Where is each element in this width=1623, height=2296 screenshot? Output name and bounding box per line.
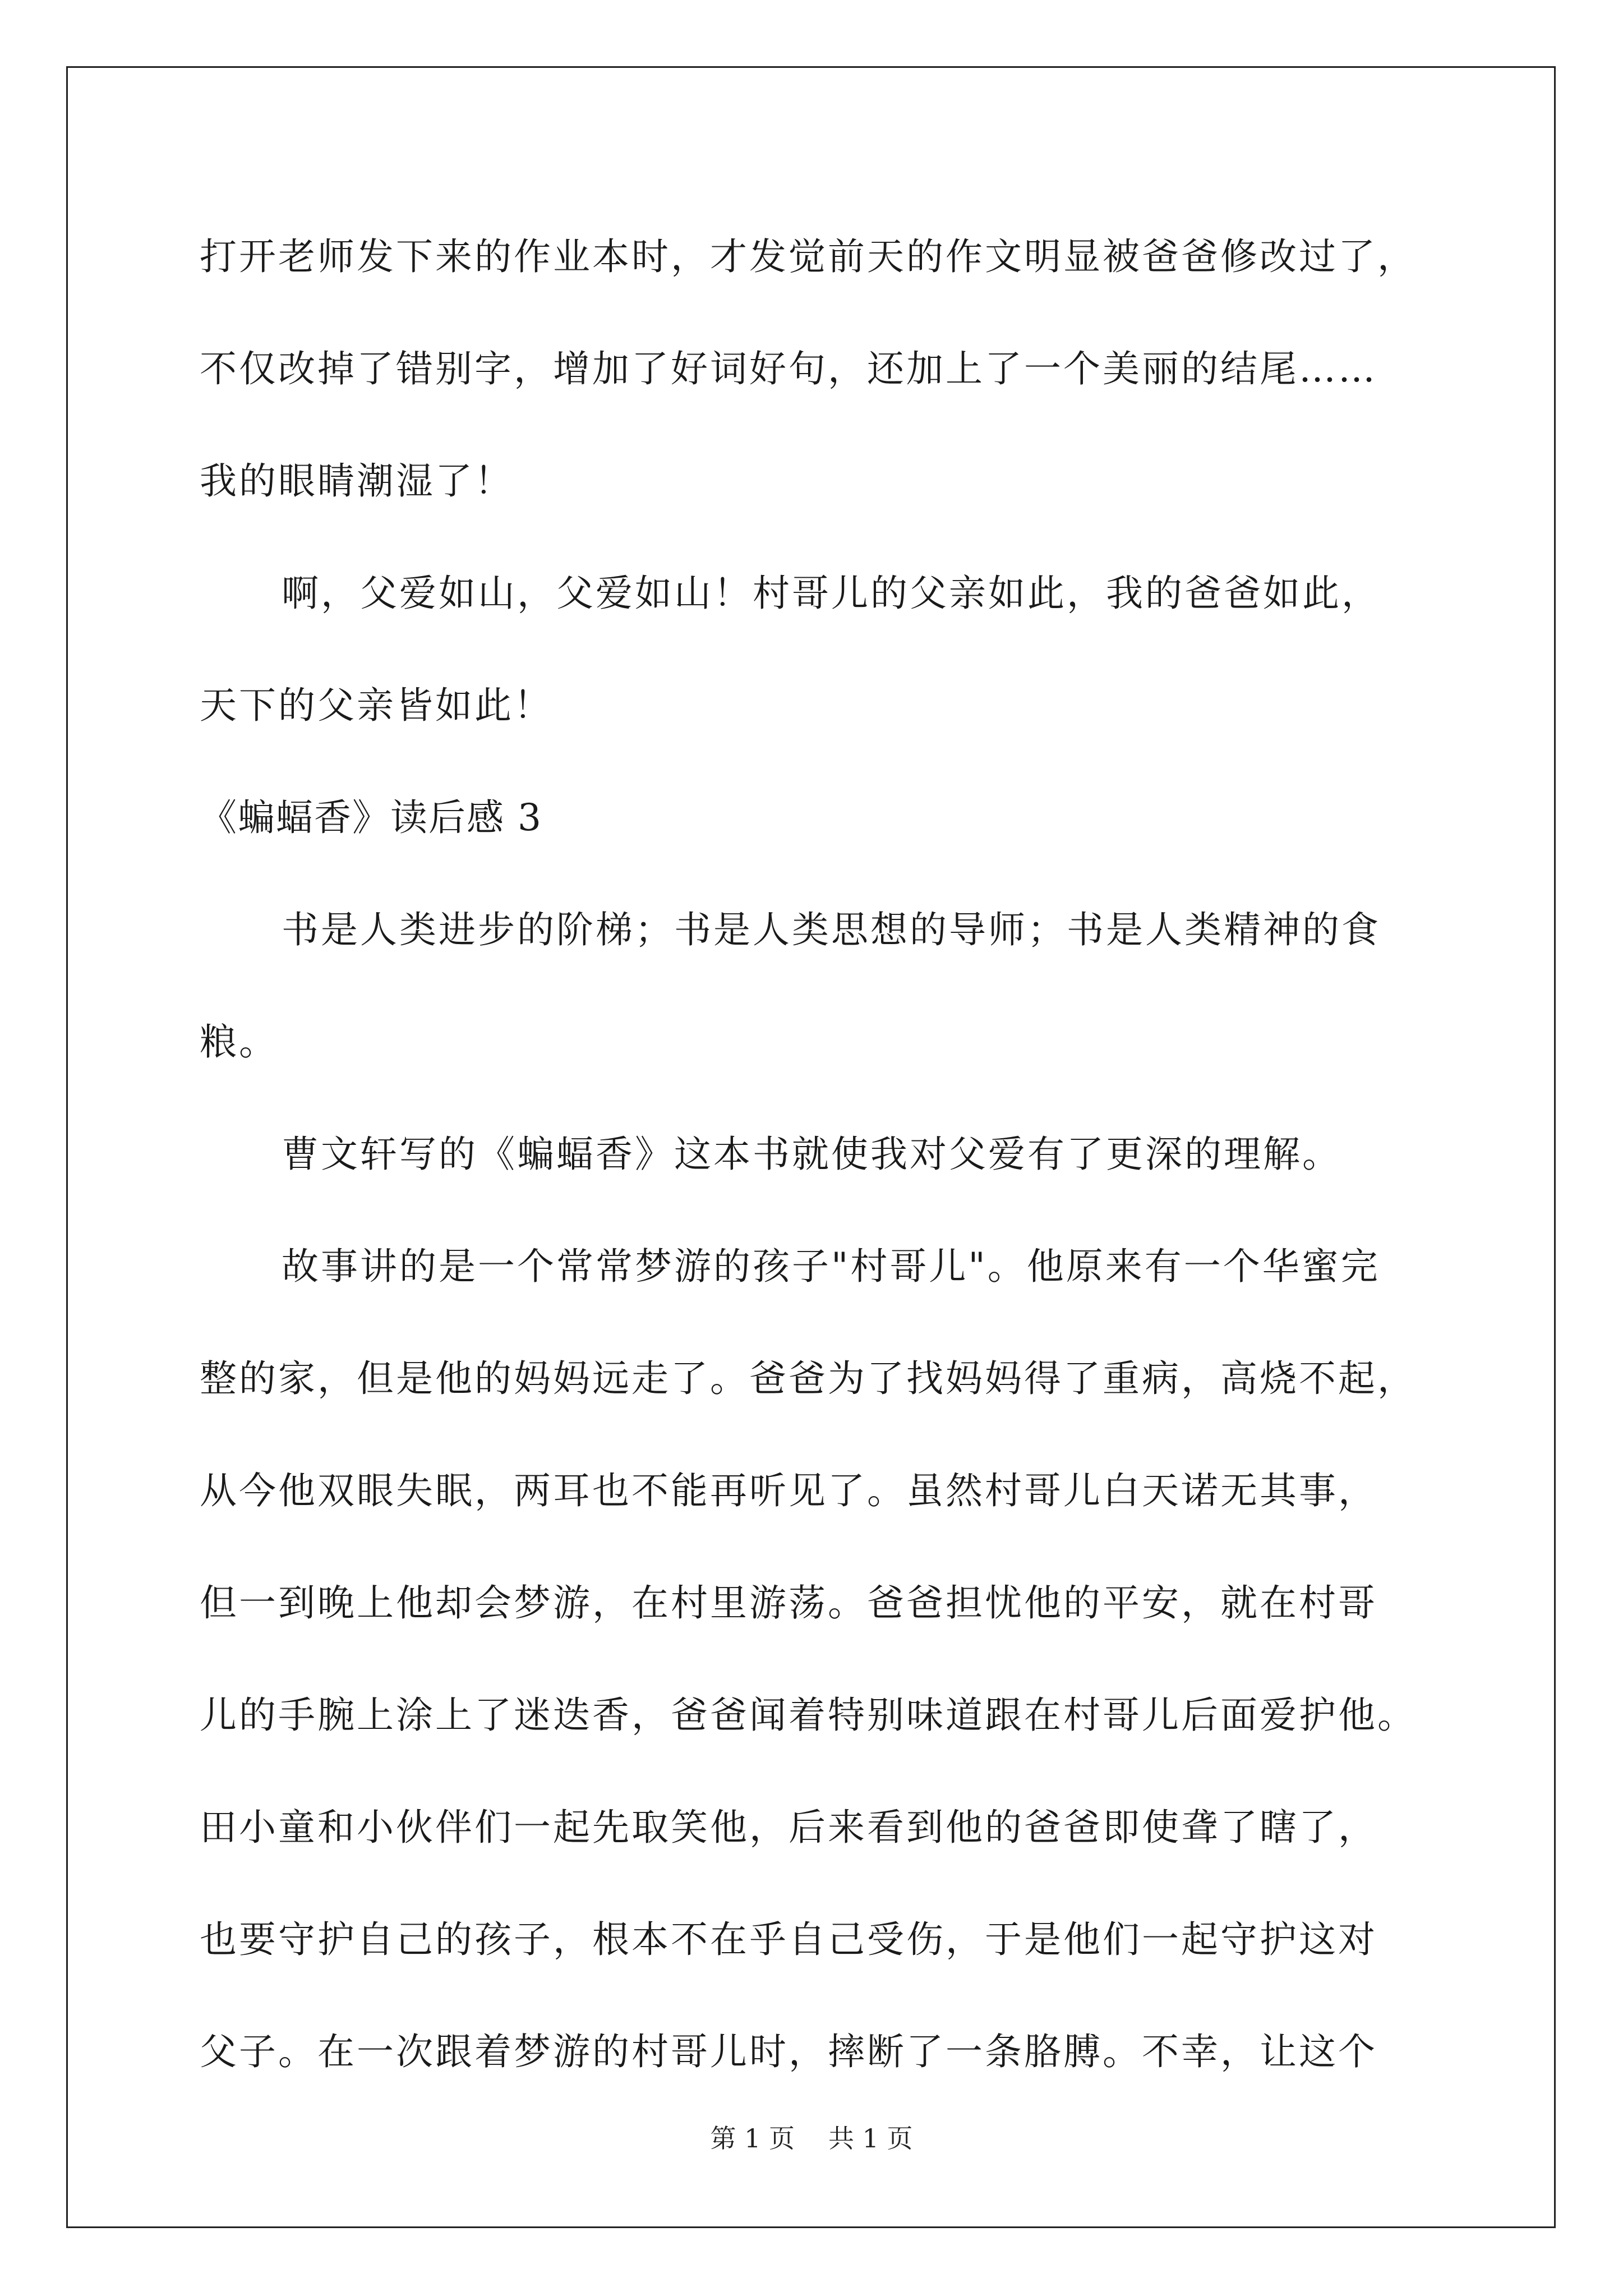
text-line: 打开老师发下来的作业本时，才发觉前天的作文明显被爸爸修改过了， xyxy=(200,235,1417,278)
text-line: 天下的父亲皆如此！ xyxy=(200,684,553,727)
paragraph-start-line: 故事讲的是一个常常梦游的孩子"村哥儿"。他原来有一个华蜜完 xyxy=(282,1245,1380,1288)
page-footer xyxy=(0,2122,1623,2155)
text-line: 但一到晚上他却会梦游，在村里游荡。爸爸担忧他的平安，就在村哥 xyxy=(200,1581,1377,1625)
text-line: 我的眼睛潮湿了！ xyxy=(200,459,514,503)
paragraph-start-line: 曹文轩写的《蝙蝠香》这本书就使我对父爱有了更深的理解。 xyxy=(282,1133,1341,1176)
text-line: 从今他双眼失眠，两耳也不能再听见了。虽然村哥儿白天诺无其事， xyxy=(200,1469,1377,1512)
text-line: 也要守护自己的孩子，根本不在乎自己受伤，于是他们一起守护这对 xyxy=(200,1918,1377,1961)
section-heading: 《蝙蝠香》读后感 3 xyxy=(200,796,542,839)
page-number: 第 1 页 xyxy=(710,2123,795,2154)
text-line: 父子。在一次跟着梦游的村哥儿时，摔断了一条胳膊。不幸，让这个 xyxy=(200,2030,1377,2073)
paragraph-start-line: 书是人类进步的阶梯；书是人类思想的导师；书是人类精神的食 xyxy=(282,908,1381,951)
text-line: 不仅改掉了错别字，增加了好词好句，还加上了一个美丽的结尾…… xyxy=(200,347,1377,390)
text-line: 整的家，但是他的妈妈远走了。爸爸为了找妈妈得了重病，高烧不起， xyxy=(200,1357,1417,1400)
text-line: 儿的手腕上涂上了迷迭香，爸爸闻着特别味道跟在村哥儿后面爱护他。 xyxy=(200,1694,1417,1737)
paragraph-start-line: 啊，父爱如山，父爱如山！村哥儿的父亲如此，我的爸爸如此， xyxy=(282,572,1381,615)
page-total: 共 1 页 xyxy=(828,2123,913,2154)
text-line: 田小童和小伙伴们一起先取笑他，后来看到他的爸爸即使聋了瞎了， xyxy=(200,1806,1377,1849)
text-line: 粮。 xyxy=(200,1020,278,1064)
